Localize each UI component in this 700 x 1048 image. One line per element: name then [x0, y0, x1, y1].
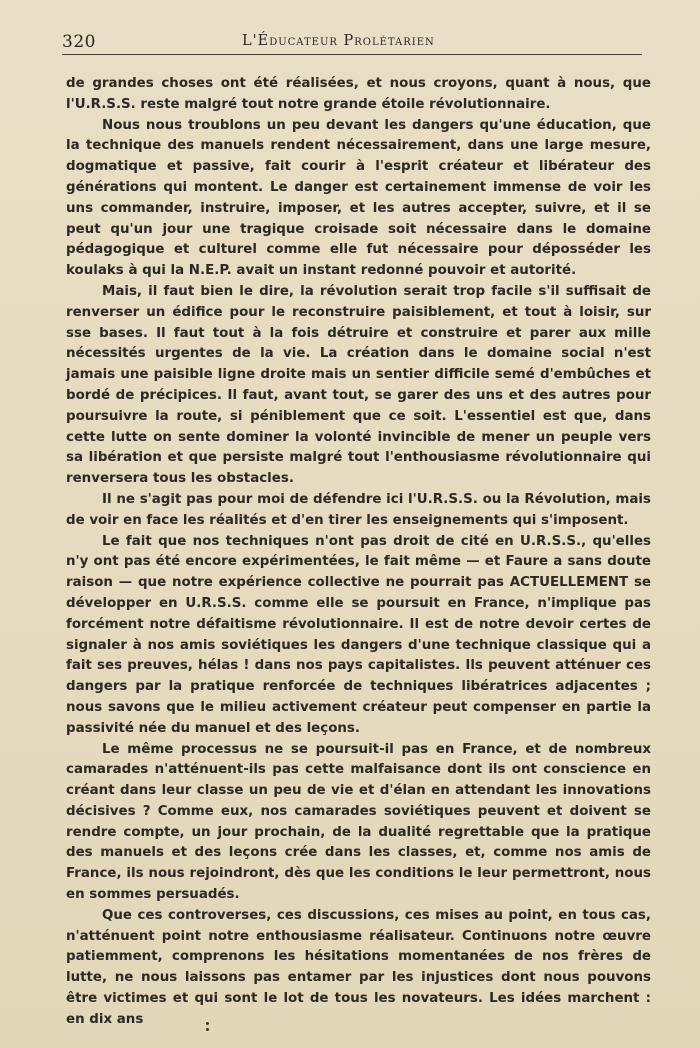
paragraph-6: Le même processus ne se poursuit-il pas en France, et de nombreux camarades n'atténuent-ils pas cette malfaisance dont ils ont conscience en créant dans leur classe un peu de vie et d'élan en attendant les innovations décisives ? Comme eux, nos camarades soviétiques peuvent et doivent se rendre compte, un jour prochain, de la dualité regrettable que la pratique des manuels et des leçons crée dans les classes, et, comme nos amis de France, ils nous rejoindront, dès que les conditions le leur permettront, nous en sommes persuadés. [66, 741, 651, 903]
paragraph-2: Nous nous troublons un peu devant les dangers qu'une éducation, que la technique des manuels rendent nécessairement, dans une large mesure, dogmatique et passive, fait courir à l'esprit créateur et libérateur des générations qui montent. Le danger est certainement immense de voir les uns commander, instruire, imposer, et les autres accepter, suivre, et il se peut qu'un jour une tragique croisade soit nécessaire dans le domaine pédagogique et culturel comme elle fut nécessaire pour déposséder les koulaks à qui la N.E.P. avait un instant redonné pouvoir et autorité. [66, 117, 651, 279]
running-title: L'Éducateur Prolétarien [242, 33, 435, 49]
paragraph-3: Mais, il faut bien le dire, la révolution serait trop facile s'il suffisait de renverser un édifice pour le reconstruire paisiblement, et tout à loisir, sur sse bases. Il faut tout à la fois détruire et construire et parer aux mille nécessités urgentes de la vie. La création dans le domaine social n'est jamais une paisible ligne droite mais un sentier difficile semé d'embûches et bordé de précipices. Il faut, avant tout, se garer des uns et des autres pour poursuivre la route, si péniblement que ce soit. L'essentiel est que, dans cette lutte on sente dominer la volonté invincible de mener un peuple vers sa libération et que persiste malgré tout l'enthousiasme révolutionnaire qui renversera tous les obstacles. [66, 283, 651, 487]
page-number: 320 [62, 32, 96, 52]
body-text [66, 74, 651, 1031]
paragraph-5: Le fait que nos techniques n'ont pas droit de cité en U.R.S.S., qu'elles n'y ont pas été encore expérimentées, le fait même — et Faure a sans doute raison — que notre expérience collective ne pourrait pas ACTUELLEMENT se développer en U.R.S.S. comme elle se poursuit en France, n'implique pas forcément notre défaitisme révolutionnaire. Il est de notre devoir certes de signaler à nos amis soviétiques les dangers d'une technique classique qui a fait ses preuves, hélas ! dans nos pays capitalistes. Ils peuvent atténuer ces dangers par la pratique renforcée de techniques libératrices adjacentes ; nous savons que le milieu activement créateur peut compenser en partie la passivité née du manuel et des leçons. [66, 533, 651, 736]
printer-mark [206, 1022, 209, 1032]
page-header [62, 30, 642, 55]
paragraph-1: de grandes choses ont été réalisées, et nous croyons, quant à nous, que l'U.R.S.S. reste malgré tout notre grande étoile révolutionnaire. [66, 76, 651, 112]
paragraph-7: Que ces controverses, ces discussions, ces mises au point, en tous cas, n'atténuent point notre enthousiasme réalisateur. Continuons notre œuvre patiemment, comprenons les hésitations momentanées de nos frères de lutte, ne nous laissons pas entamer par les injustices dont nous pouvons être victimes et qui sont le lot de tous les novateurs. Les idées marchent : en dix ans [66, 907, 651, 1027]
paragraph-4: Il ne s'agit pas pour moi de défendre ici l'U.R.S.S. ou la Révolution, mais de voir en face les réalités et d'en tirer les enseignements qui s'imposent. [66, 491, 651, 528]
